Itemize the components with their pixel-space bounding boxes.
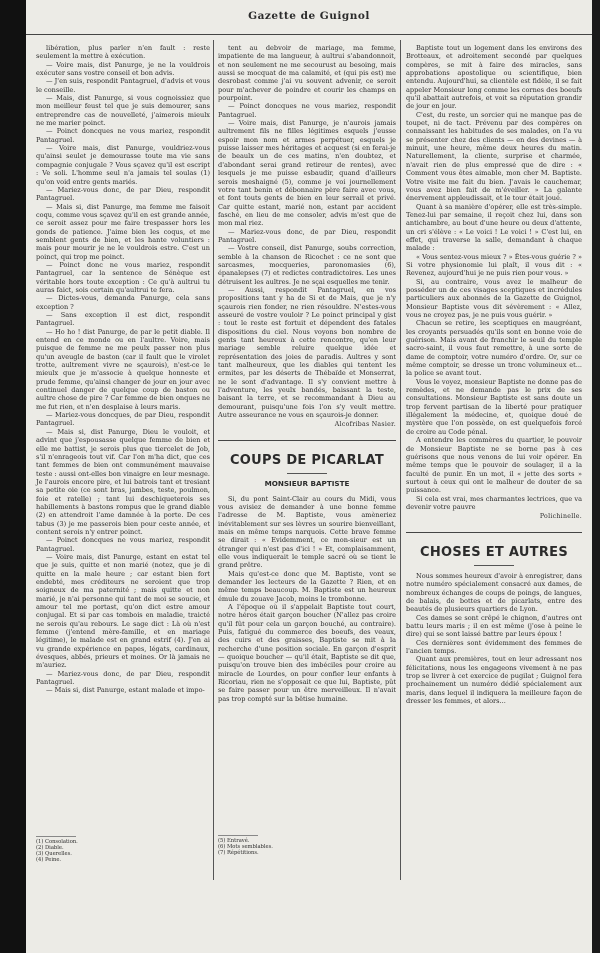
paragraph: — Mais si, dist Panurge, ma femme me faisoit coqu, comme vous sçavez qu'il en est grande année, ce seroit assez pour me faire trespasser hors les gonds de patience. J'aime bien les coqus, et me semblent gents de bien, et les hante voluntiers : mais pour mourir je ne le vouldrois estre. C'est un poinct, qui trop me poinct. [36,202,210,261]
footnote: (1) Consolation. [36,839,78,845]
page-header [26,0,592,35]
signature: Alcofribas Nasier. [334,421,396,429]
signature: Polichinelle. [539,513,582,521]
paragraph: Quant à sa manière d'opérer, elle est très-simple. Tenez-lui par semaine, il reçoit chez lui, dans son antichambre, au bout d'une heure ou deux d'attente, un cri s'élève : « Le voici ! Le voici ! » C'est lui, en effet, qui traverse la salle, demandant à chaque malade : [406,202,582,253]
footnote: (3) Querelles. [36,851,72,858]
footnote: (7) Répétitions. [218,850,259,857]
paragraph: — Poinct doncques ne vous mariez, respondit Pantagruel. [36,536,210,553]
article-title: CHOSES ET AUTRES [419,544,568,560]
title-separator [287,473,327,474]
paragraph: — Poinct doncques ne vous mariez, respondit Pantagruel. [36,127,210,144]
paragraph: — Mariez-vous donc, de par Dieu, respondit Pantagruel. [36,669,210,687]
paragraph: — Voire mais, dist Panurge, estant en estat tel que je suis, quitte et non marié (notez, que je di quitte en la male heure ; car estant bien fort endebté, mes créditeurs ne seroient que trop soigneux de ma paternité ; mais quitte et non marié, je n'ai personne qui tant de moi se soucie, et amour tel me portast, qu'on dict estre amour conjugal. Et si par cas tombois en maladie, traicté ne serois qu'au rebours. Le sage dict : Là où n'est femme (j'entend mère-famille, et en mariage légitime), le malade est en grand estrif (4). J'en ai vu grande expérience en papes, légats, cardinaux, évesques, abbés, prieurs et moines. Or là jamais ne m'auriez. [36,552,210,670]
article-title: COUPS DE PICARLAT [229,452,385,468]
paragraph: Vous le voyez, monsieur Baptiste ne donne pas de remèdes, et ne demande pas le prix de ses consultations. Monsieur Baptiste est sans doute un trop fervent partisan de la liberté pour pratiquer illégalement la médecine, et, quoique doué de mystère que l'on possède, on est quelquefois forcé de croire au Code pénal. [406,377,582,436]
footnote: (5) Entravé. [218,838,250,844]
footnotes-col2 [218,835,318,856]
paragraph: Mais qu'est-ce donc que M. Baptiste, vont se demander les lecteurs de la Gazette ? Rien, et en même temps beaucoup. M. Baptiste est un heureux émule du zouave Jacob, moins le trombonne. [218,569,396,603]
title-separator [474,565,514,566]
column-rule [213,40,214,880]
masthead-title: Gazette de Guignol [248,10,370,22]
paragraph: — Voire mais, dist Panurge, vouldriez-vous qu'ainsi seulet je demourasse toute ma vie sans compagnie conjugale ? Vous sçavez qu'il est escript : Ve soli. L'homme seul n'a jamais tel soulas (1) qu'on void entre gents mariés. [36,144,210,186]
paragraph: — Mais si, dist Panurge, Dieu le vouloit, et advint que j'espousasse quelque femme de bien et elle me battist, je serois plus que tiercelet de Job, s'il n'enrageois tout vif. Car l'on m'ha dict, que ces tant femmes de bien ont communément mauvaise teste : aussi ont-elles bon vinaigre en leur mesnage. Je l'aurois encore pire, et lui batrois tant et tresiant sa petite oie (ce sont bras, jambes, teste, poulmon, foie et ratelle) ; tant lui deschiqueterois ses habillements à bastons rompus que le grand diable (2) en attendroit l'ame damnée à la porte. De ces tabus (3) je me passerois bien pour ceste année, et content serois n'y entrer poinct. [36,427,210,536]
paragraph: — Poinct doncques ne vous mariez, respondit Pantagruel. [218,102,396,119]
paragraph: — Aussi, respondit Pantagruel, en vos propositions tant y ha de Si et de Mais, que je n'y sçaurois rien fonder, ne rien résouldre. N'estes-vous asseuré de vostre vouloir ? Le poinct principal y gist : tout le reste est fortuit et dépendent des fatales dispositions du ciel. Nous voyons bon nombre de gents tant heureux à cette rencontre, qu'en leur mariage semble reluire quelque idée et représentation des joies de paradis. Aultres y sont tant malheureux, que les diables qui tentent les ermites, par les déserts de Thébaïde et Monserrat, ne le sont d'advantage. Il s'y convient mettre à l'adventure, les yeulx bandés, baissant la teste, baisant la terre, et se recommandant à Dieu au demourant, puisqu'une fois l'on s'y veult mettre. Autre asseurance ne vous en sçaurois-je donner. [218,285,396,420]
paragraph: — Mariez-vous doncques, de par Dieu, respondit Pantagruel. [36,411,210,428]
paragraph: — Mais, dist Panurge, si vous cognoissiez que mon meilleur feust tel que je suis demourer, sans entreprendre cas de nouvelleté, j'aimerois mieulx ne me marier poinct. [36,94,210,128]
footnote: (2) Diable. [36,845,64,852]
paragraph: — Voire mais, dist Panurge, je ne la vouldrois exécuter sans vostre conseil et bon advis. [36,60,210,78]
footnote: (6) Mots semblables. [218,844,273,851]
paragraph: Quant aux premières, tout en leur adressant nos félicitations, nous les engageons vivement à ne pas trop se livrer à cet exercice de pugilat ; Guignol fera prochainement un numéro dédié spécialement aux maris, dans lequel il indiquera la meilleure façon de dresser les femmes, et alors... [406,655,582,706]
footnote: (4) Peine. [36,857,62,864]
column-2 [218,44,396,703]
column-rule [400,40,401,880]
paragraph: — Ho ho ! dist Panurge, de par le petit diable. Il entend en ce monde ou en l'aultre. Voire, mais puisque de femme ne me peulx passer non plus qu'un aveugle de baston (car il fault que le virolet trotte, aultrement vivre ne sçaurois), n'est-ce le mieulx que je m'associe à quelque honneste et prude femme, qu'ainsi changer de jour en jour avec continuel danger de quelque coup de baston ou aultre chose de pire ? Car femme de bien onques ne me fut rien, et n'en desplaise à leurs maris. [36,327,210,411]
paragraph: — Voire mais, dist Panurge, je n'aurois jamais aultrement fils ne filles légitimes esquels j'eusse espoir mon nom et armes perpétuer, esquels je puisse laisser mes héritages et acquest (si en ferai-je de beaulx un de ces matins, n'en doubtez, et d'abondant serai grand retireur de rentes), avec lesquels je me puisse esbaudir, quand d'ailleurs serois meshaigné (5), comme je voi journellement votre tant benin et débonnaire père faire avec vous, et font touts gents de bien en leur serrail et privé. Car quitte estant, marié non, estant par accident fasché, en lieu de me consoler, advis m'est que de mon mal riez. [218,119,396,228]
newspaper-page [26,0,592,953]
paragraph: Si, du pont Saint-Clair au cours du Midi, vous vous avisiez de demander à une bonne femme l'adresse de M. Baptiste, vous amèneriez inévitablement sur ses lèvres un sourire bienveillant, mais en même temps narquois. Cette brave femme se dirait : « Evidemment, ce mon-sieur est un étranger qui n'est pas d'ici ! » Et, complaisamment, elle vous indiquerait le temple sacré où se tient le grand prêtre. [218,494,396,570]
paragraph: — Mais si, dist Panurge, estant malade et impo- [46,686,205,695]
column-1 [36,44,210,695]
paragraph: Si cela est vrai, mes charmantes lectrices, que va devenir votre pauvre [406,494,582,511]
paragraph: — J'en suis, respondit Pantagruel, d'advis et vous le conseille. [36,77,210,94]
paragraph: Si, au contraire, vous avez le malheur de posséder un de ces visages sceptiques et incrédules particuliers aux abonnés de la Gazette de Guignol, Monsieur Baptiste vous dit sévèrement : « Allez, vous ne croyez pas, je ne puis vous guérir. » [406,277,582,319]
paragraph: A entendre les commères du quartier, le pouvoir de Monsieur Baptiste ne se borne pas à ces guérisons que nous venons de lui voir opérer. En même temps que le pouvoir de soulager, il a la faculté de punir. En un mot, il « jette des sorts » surtout à ceux qui ont le malheur de douter de sa puissance. [406,436,582,495]
paragraph: — Dictes-vous, demanda Panurge, cela sans exception ? [36,294,210,311]
column-3 [406,44,582,705]
paragraph: Nous sommes heureux d'avoir à enregistrer, dans notre numéro spécialement consacré aux dames, de nombreux échanges de coups de poings, de langues, de balais, de bottes et de picarlats, entre des beautés de plusieurs quartiers de Lyon. [406,571,582,614]
paragraph: tent au debvoir de mariage, ma femme, impatiente de ma langueur, à aultrui s'abandonnoit, et non seulement ne me secourust au besoing, mais aussi se mocquat de ma calamité, et (qui pis est) me desrobast comme j'ai vu souvent advenir, ce seroit pour m'achever de poindre et courir les champs en pourpoint. [218,44,396,103]
paragraph: — Sans exception il est dict, respondit Pantagruel. [36,311,210,328]
paragraph: — Mariez-vous donc, de par Dieu, respondit Pantagruel. [36,185,210,203]
paragraph: Ces dernières sont évidemment des femmes de l'ancien temps. [406,638,582,656]
paragraph: Baptiste tout un logement dans les environs des Brotteaux, et adroitement secondé par quelques compères, se mit à faire des miracles, sans approbations apostolique ou scientifique, bien entendu. Aujourd'hui, sa clientèle est fidèle, il se fait appeler Monsieur long comme les cornes des boeufs qu'il abattait autrefois, et voit sa réputation grandir de jour en jour. [406,44,582,111]
paragraph: libération, plus parler n'en fault : reste seulement la mettre à exécution. [36,44,210,61]
paragraph: « Vous sentez-vous mieux ? » Êtes-vous guérie ? » Si votre physionomie lui plaît, il vous dit : « Revenez, aujourd'hui je ne puis rien pour vous. » [406,252,582,278]
article-subtitle: MONSIEUR BAPTISTE [264,479,350,489]
paragraph: — Vostre conseil, dist Panurge, soubs correction, semble à la chanson de Ricochet : ce ne sont que sarcasmes, mocqueries, paronomasies (6), épanalepses (7) et redictes contradictoires. Les unes détruisent les aultres. Je ne sçai esquelles me tenir. [218,244,396,286]
section-divider [406,532,582,533]
paragraph: — Mariez-vous donc, de par Dieu, respondit Pantagruel. [218,227,396,244]
footnotes-col1 [36,836,136,863]
left-dark-margin [0,0,26,953]
section-divider [218,440,396,441]
paragraph: C'est, du reste, un sorcier qui ne manque pas de toupet, ni de tact. Prévenu par des compères on connaissant les habitudes de ses malades, on l'a vu se présenter chez des clients — en des devines — à minuit, une heure, même deux heures du matin. Naturellement, la cliente, surprise et charmée, n'avait rien de plus empressé que de dire : « Comment vous êtes aimable, mon cher M. Baptiste. Votre visite me fait du bien. J'avais le cauchemar, vous avez bien fait de m'éveiller. » La galante énervement appleudissait, et le tour était joué. [406,110,582,203]
paragraph: — Poinct donc ne vous mariez, respondit Pantagruel, car la sentence de Sénèque est véritable hors toute exception : Ce qu'à aultrui tu auras faict, sois certain qu'aultrui te fera. [36,260,210,294]
paragraph: Ces dames se sont crêpé le chignon, d'autres ont battu leurs maris ; il en est même (j'ose à peine le dire) qui se sont laissé battre par leurs époux ! [406,613,582,639]
paragraph: Chacun se retire, les sceptiques en maugréant, les croyants persuadés qu'ils sont en bonne voie de guérison. Mais avant de franchir le seuil du temple sacro-saint, il vous faut remettre, à une sorte de dame de comptoir, votre numéro d'ordre. Or, sur ce même comptoir, se dresse un tronc volumineux et... la police se avant tout. [406,319,582,378]
paragraph: A l'époque où il s'appelait Baptiste tout court, notre héros était garçon boucher (N'allez pas croire qu'il fût pour cela un garçon bouché, au contraire). Puis, fatigué du commerce des boeufs, des veaux, des cuirs et des graisses, Baptiste se mit à la recherche d'une position sociale. En garçon d'esprit — quoique boucher — qu'il était, Baptiste se dit que, puisqu'on trouve bien des imbéciles pour croire au miracle de Lourdes, on pour confier leur enfants à Ricoriau, rien ne s'opposait ce que lui, Baptiste, pût se faire passer pour un être merveilleux. Il n'avait pas trop compté sur la bêtise humaine. [218,602,396,703]
